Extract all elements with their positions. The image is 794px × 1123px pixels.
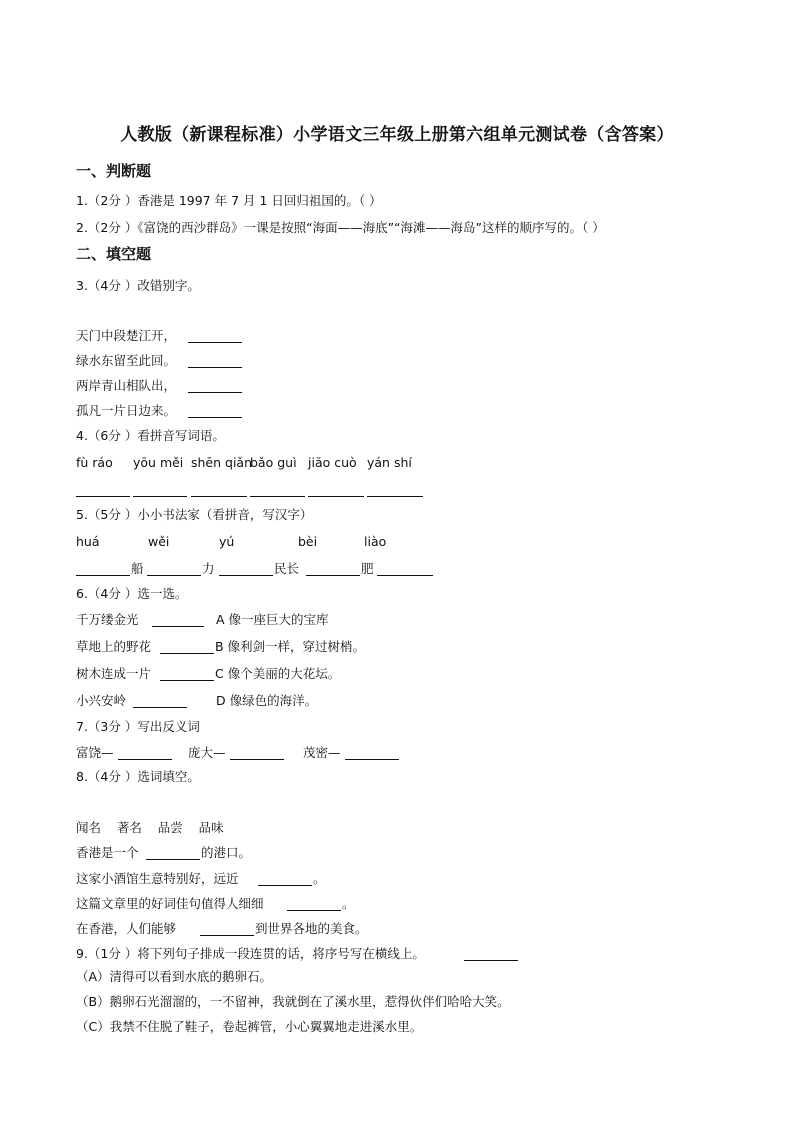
q6-right-item: D 像绿色的海洋。	[216, 693, 318, 708]
q8-sentence-part: 。	[313, 871, 326, 886]
q6-right-item: C 像个美丽的大花坛。	[215, 666, 341, 681]
q8-sentence-part: 香港是一个	[76, 845, 139, 860]
answer-blank[interactable]	[188, 328, 242, 343]
answer-blank[interactable]	[160, 639, 214, 654]
answer-blank[interactable]	[133, 693, 187, 708]
answer-blank[interactable]	[152, 612, 204, 627]
page-title: 人教版（新课程标准）小学语文三年级上册第六组单元测试卷（含答案）	[120, 125, 674, 145]
answer-blank[interactable]	[188, 403, 242, 418]
q8-sentence-part: 在香港，人们能够	[76, 921, 177, 936]
answer-blank[interactable]	[367, 482, 423, 497]
q6-left-item: 草地上的野花	[76, 639, 152, 654]
answer-blank[interactable]	[188, 353, 242, 368]
answer-blank[interactable]	[345, 745, 399, 760]
q7-word: 庞大—	[188, 745, 226, 760]
q9-sentence: （C）我禁不住脱了鞋子，卷起裤管，小心翼翼地走进溪水里。	[76, 1019, 423, 1034]
pinyin: wěi	[148, 534, 170, 549]
q9-sentence: （B）鹅卵石光溜溜的，一不留神，我就倒在了溪水里，惹得伙伴们哈哈大笑。	[76, 994, 510, 1009]
question-4-stem: 4.（6分 ）看拼音写词语。	[76, 428, 225, 443]
q8-sentence-part: 。	[342, 896, 355, 911]
question-3-stem: 3.（4分 ）改错别字。	[76, 278, 200, 293]
pinyin: jiāo cuò	[308, 455, 357, 470]
q9-sentence: （A）清得可以看到水底的鹅卵石。	[76, 969, 273, 984]
q3-line: 绿水东留至此回。	[76, 353, 177, 368]
answer-blank[interactable]	[76, 482, 130, 497]
answer-blank[interactable]	[464, 946, 518, 961]
section-heading-judge: 一、判断题	[76, 162, 152, 180]
q8-sentence-part: 这家小酒馆生意特别好，远近	[76, 871, 239, 886]
answer-blank[interactable]	[118, 745, 172, 760]
question-9-stem: 9.（1分 ）将下列句子排成一段连贯的话，将序号写在横线上。	[76, 946, 425, 961]
answer-blank[interactable]	[258, 871, 312, 886]
q6-right-item: A 像一座巨大的宝库	[216, 612, 329, 627]
answer-blank[interactable]	[76, 561, 130, 576]
q3-line: 两岸青山相队出，	[76, 378, 177, 393]
question-7-stem: 7.（3分 ）写出反义词	[76, 719, 200, 734]
q7-word: 富饶—	[76, 745, 114, 760]
q3-line: 孤凡一片日边来。	[76, 403, 177, 418]
pinyin: yán shí	[367, 455, 412, 470]
answer-blank[interactable]	[191, 482, 247, 497]
answer-blank[interactable]	[160, 666, 214, 681]
pinyin: huá	[76, 534, 100, 549]
q5-char: 肥	[361, 561, 374, 576]
q6-left-item: 树木连成一片	[76, 666, 152, 681]
q6-left-item: 小兴安岭	[76, 693, 127, 708]
answer-blank[interactable]	[377, 561, 433, 576]
q6-left-item: 千万缕金光	[76, 612, 139, 627]
q5-char: 船	[131, 561, 144, 576]
question-6-stem: 6.（4分 ）选一选。	[76, 586, 188, 601]
pinyin: bǎo guì	[250, 455, 297, 470]
answer-blank[interactable]	[188, 378, 242, 393]
q5-char: 力	[202, 561, 215, 576]
question-2: 2.（2分 ）《富饶的西沙群岛》一课是按照“海面——海底”“海滩——海岛”这样的顺序写的。（ ）	[76, 220, 605, 235]
answer-blank[interactable]	[306, 561, 360, 576]
answer-blank[interactable]	[147, 561, 201, 576]
answer-blank[interactable]	[287, 896, 341, 911]
q8-sentence-part: 到世界各地的美食。	[255, 921, 368, 936]
question-8-stem: 8.（4分 ）选词填空。	[76, 769, 200, 784]
q7-word: 茂密—	[303, 745, 341, 760]
q5-char: 民长	[274, 561, 300, 576]
pinyin: liào	[364, 534, 387, 549]
answer-blank[interactable]	[250, 482, 305, 497]
pinyin: bèi	[298, 534, 318, 549]
q3-line: 天门中段楚江开，	[76, 328, 177, 343]
answer-blank[interactable]	[133, 482, 187, 497]
question-1: 1.（2分 ）香港是 1997 年 7 月 1 日回归祖国的。（ ）	[76, 193, 382, 208]
answer-blank[interactable]	[308, 482, 364, 497]
section-heading-fill: 二、填空题	[76, 245, 152, 263]
pinyin: yú	[219, 534, 235, 549]
q6-right-item: B 像利剑一样，穿过树梢。	[215, 639, 366, 654]
pinyin: yōu měi	[133, 455, 184, 470]
answer-blank[interactable]	[219, 561, 273, 576]
answer-blank[interactable]	[200, 921, 254, 936]
q8-sentence-part: 的港口。	[201, 845, 252, 860]
answer-blank[interactable]	[146, 845, 200, 860]
pinyin: fù ráo	[76, 455, 113, 470]
question-5-stem: 5.（5分 ）小小书法家（看拼音，写汉字）	[76, 507, 313, 522]
q8-options: 闻名 著名 品尝 品味	[76, 820, 224, 835]
q8-sentence-part: 这篇文章里的好词佳句值得人细细	[76, 896, 264, 911]
answer-blank[interactable]	[230, 745, 284, 760]
pinyin: shēn qiǎn	[191, 455, 253, 470]
